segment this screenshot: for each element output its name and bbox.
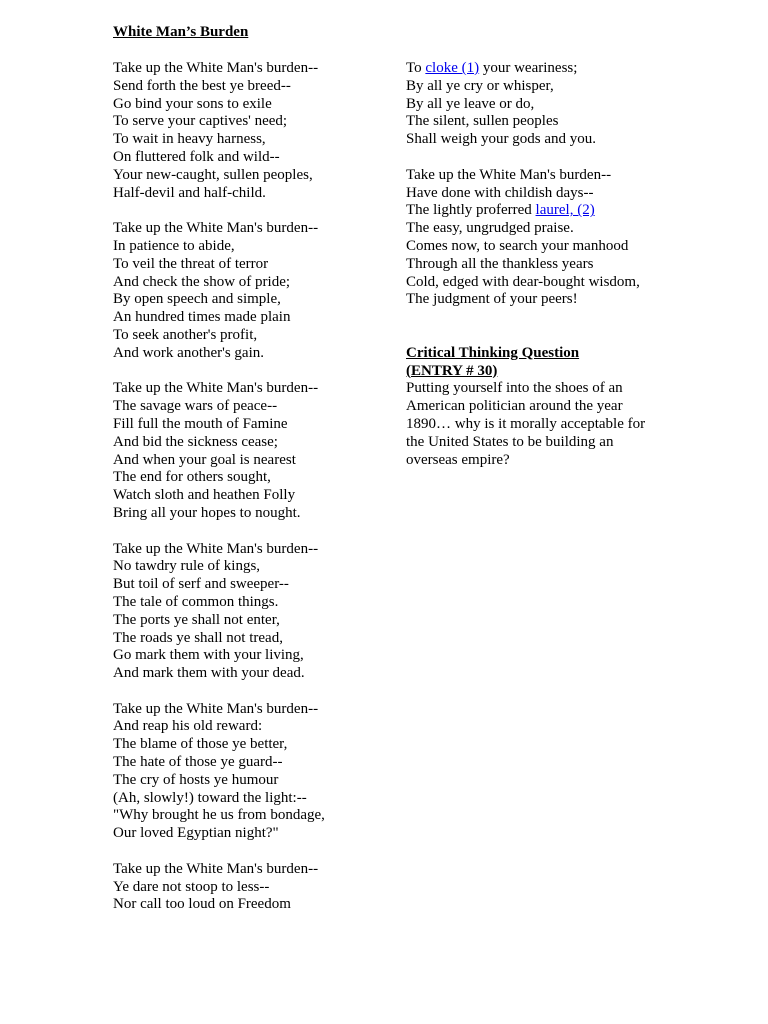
poem-line: Watch sloth and heathen Folly: [113, 487, 296, 504]
poem-line: [406, 202, 656, 220]
poem-line: The judgment of your peers!: [406, 291, 578, 308]
poem-line: Comes now, to search your manhood: [406, 237, 629, 254]
poem-line: And bid the sickness cease;: [113, 433, 278, 450]
poem-line: The ports ye shall not enter,: [113, 611, 280, 628]
poem-line: Take up the White Man's burden--: [113, 540, 319, 557]
poem-line: An hundred times made plain: [113, 309, 291, 326]
poem-line: To wait in heavy harness,: [113, 131, 266, 148]
footnote-link-cloke[interactable]: cloke (1): [425, 60, 480, 76]
poem-line: To veil the threat of terror: [113, 255, 269, 272]
poem-line: The blame of those ye better,: [113, 736, 288, 753]
poem-line: Your new-caught, sullen peoples,: [113, 166, 313, 183]
poem-line: Take up the White Man's burden--: [113, 220, 319, 237]
poem-line: Take up the White Man's burden--: [113, 380, 319, 397]
poem-line: Through all the thankless years: [406, 255, 594, 272]
poem-right-column: [406, 60, 656, 469]
stanza: [113, 380, 373, 522]
poem-line: And reap his old reward:: [113, 718, 263, 735]
poem-line: Take up the White Man's burden--: [113, 860, 319, 877]
stanza: [113, 701, 373, 843]
poem-line: In patience to abide,: [113, 237, 235, 254]
poem-line: By all ye cry or whisper,: [406, 77, 554, 94]
stanza: [406, 60, 656, 149]
poem-line: By open speech and simple,: [113, 291, 281, 308]
poem-line: And mark them with your dead.: [113, 665, 305, 682]
poem-line: [406, 60, 656, 78]
stanza: [406, 167, 656, 309]
line-text-before-link: The lightly proferred: [406, 202, 536, 219]
line-text-before-link: To: [406, 60, 426, 76]
poem-line: But toil of serf and sweeper--: [113, 576, 289, 593]
poem-line: Half-devil and half-child.: [113, 184, 266, 201]
critical-thinking-question: [406, 345, 656, 470]
poem-line: (Ah, slowly!) toward the light:--: [113, 789, 307, 806]
poem-line: The cry of hosts ye humour: [113, 771, 279, 788]
poem-line: To serve your captives' need;: [113, 113, 288, 130]
poem-line: Ye dare not stoop to less--: [113, 878, 270, 895]
stanza: [113, 220, 373, 362]
poem-line: And check the show of pride;: [113, 273, 291, 290]
poem-line: Take up the White Man's burden--: [113, 60, 319, 76]
poem-line: The end for others sought,: [113, 469, 271, 486]
poem-line: Cold, edged with dear-bought wisdom,: [406, 273, 640, 290]
poem-line: The hate of those ye guard--: [113, 754, 283, 771]
poem-line: Fill full the mouth of Famine: [113, 415, 288, 432]
poem-line: Go bind your sons to exile: [113, 95, 272, 112]
poem-line: Have done with childish days--: [406, 184, 594, 201]
poem-line: Shall weigh your gods and you.: [406, 131, 596, 148]
poem-line: And work another's gain.: [113, 344, 265, 361]
poem-line: Nor call too loud on Freedom: [113, 896, 291, 913]
poem-line: On fluttered folk and wild--: [113, 148, 280, 165]
poem-line: The savage wars of peace--: [113, 398, 278, 415]
line-text-after-link: your weariness;: [479, 60, 578, 76]
footnote-link-laurel[interactable]: laurel, (2): [535, 202, 595, 219]
poem-line: Send forth the best ye breed--: [113, 77, 291, 94]
poem-line: The silent, sullen peoples: [406, 113, 559, 130]
poem-line: Go mark them with your living,: [113, 647, 304, 664]
poem-line: Bring all your hopes to nought.: [113, 504, 301, 521]
question-entry-number: (ENTRY # 30): [406, 362, 498, 379]
poem-left-column: [113, 60, 373, 932]
page-title: White Man’s Burden: [113, 24, 249, 40]
stanza: [113, 541, 373, 683]
poem-line: "Why brought he us from bondage,: [113, 807, 325, 824]
question-heading: Critical Thinking Question: [406, 344, 580, 361]
poem-line: Take up the White Man's burden--: [113, 700, 319, 717]
poem-line: And when your goal is nearest: [113, 451, 296, 468]
question-text: Putting yourself into the shoes of an American politician around the year 1890… why is it morally acceptable for the United States to be building an overseas empire?: [406, 380, 646, 468]
poem-line: Our loved Egyptian night?": [113, 825, 279, 842]
poem-line: The easy, ungrudged praise.: [406, 220, 574, 237]
poem-line: The tale of common things.: [113, 593, 279, 610]
stanza: [113, 60, 373, 202]
poem-line: By all ye leave or do,: [406, 95, 535, 112]
stanza: [113, 861, 373, 914]
poem-line: Take up the White Man's burden--: [406, 166, 612, 183]
poem-line: The roads ye shall not tread,: [113, 629, 283, 646]
poem-line: No tawdry rule of kings,: [113, 558, 261, 575]
poem-line: To seek another's profit,: [113, 326, 258, 343]
